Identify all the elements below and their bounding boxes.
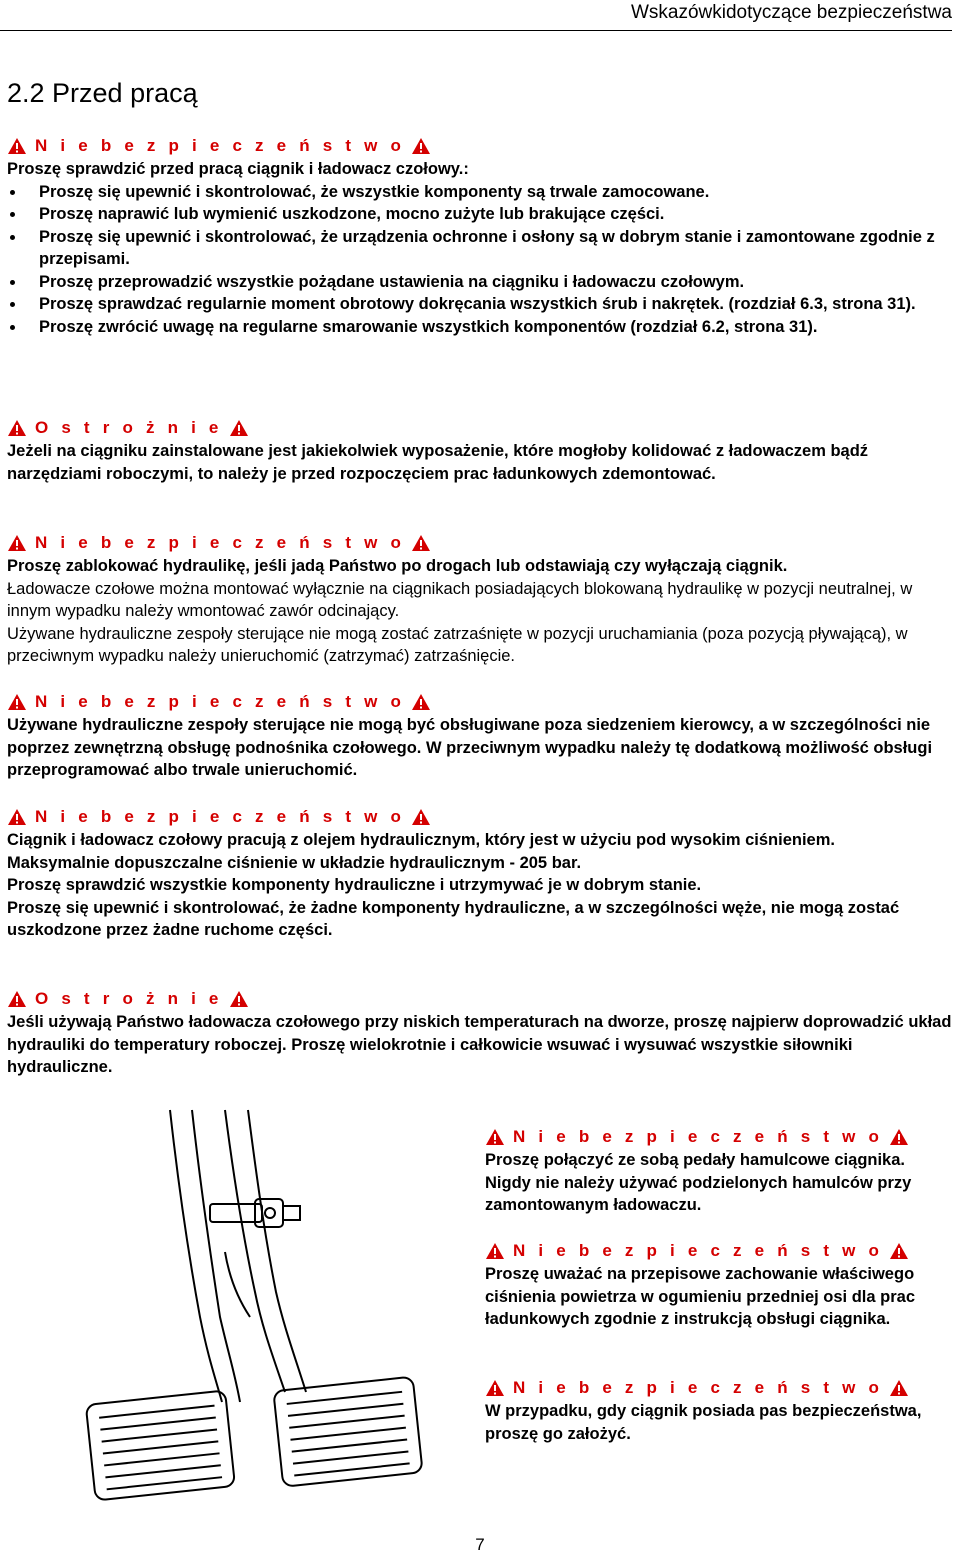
danger-text: Ciągnik i ładowacz czołowy pracują z olejem hydraulicznym, który jest w użyciu pod wysokim ciśnieniem.: [7, 831, 835, 849]
warning-triangle-icon: [411, 693, 431, 711]
caution-label: O s t r o ż n i e: [35, 417, 223, 437]
danger-text: Używane hydrauliczne zespoły sterujące nie mogą być obsługiwane poza siedzeniem kierowcy, a w szczególności nie poprzez zewnętrzną obsługę podnośnika czołowego. W przeciwnym wypadku należy tę dodatkową możliwość obsługi przeprogramować albo trwale unieruchomić.: [7, 716, 933, 779]
danger-text: Proszę się upewnić i skontrolować, że żadne komponenty hydrauliczne, a w szczególności węże, nie mogą zostać uszkodzone przez żadne ruchome części.: [7, 898, 900, 939]
warning-triangle-icon: [889, 1242, 909, 1260]
danger-label: N i e b e z p i e c z e ń s t w o: [35, 135, 406, 155]
caution-notice-equipment: [7, 416, 957, 485]
list-item: Proszę sprawdzać regularnie moment obrotowy dokręcania wszystkich śrub i nakrętek. (rozdział 6.3, strona 31).: [7, 293, 957, 316]
warning-triangle-icon: [411, 137, 431, 155]
danger-text: Ładowacze czołowe można montować wyłącznie na ciągnikach posiadających blokowaną hydraulikę w pozycji neutralnej, w innym wypadku należy wmontować zawór odcinający.: [7, 579, 913, 620]
danger-heading: [485, 1239, 945, 1263]
danger-text-bold: Proszę zablokować hydraulikę, jeśli jadą Państwo po drogach lub odstawiają czy wyłączają ciągnik.: [7, 557, 788, 575]
warning-triangle-icon: [7, 990, 27, 1008]
danger-heading: [7, 531, 957, 555]
warning-triangle-icon: [7, 137, 27, 155]
danger-notice-pre-check: [7, 134, 957, 338]
danger-text: Proszę sprawdzić wszystkie komponenty hydrauliczne i utrzymywać je w dobrym stanie.: [7, 876, 702, 894]
warning-triangle-icon: [7, 808, 27, 826]
warning-triangle-icon: [7, 419, 27, 437]
warning-triangle-icon: [229, 419, 249, 437]
list-item: Proszę się upewnić i skontrolować, że wszystkie komponenty są trwale zamocowane.: [7, 181, 957, 204]
intro-text: Proszę sprawdzić przed pracą ciągnik i ładowacz czołowy.:: [7, 160, 469, 178]
danger-label: N i e b e z p i e c z e ń s t w o: [513, 1240, 884, 1260]
warning-triangle-icon: [889, 1379, 909, 1397]
warning-triangle-icon: [411, 534, 431, 552]
warning-triangle-icon: [7, 534, 27, 552]
checklist: [7, 181, 957, 339]
danger-label: N i e b e z p i e c z e ń s t w o: [35, 532, 406, 552]
warning-triangle-icon: [889, 1128, 909, 1146]
danger-notice-tyre-pressure: [485, 1239, 945, 1331]
warning-triangle-icon: [485, 1242, 505, 1260]
danger-text: Maksymalnie dopuszczalne ciśnienie w układzie hydraulicznym - 205 bar.: [7, 853, 582, 872]
danger-text: W przypadku, gdy ciągnik posiada pas bezpieczeństwa, proszę go założyć.: [485, 1402, 922, 1443]
caution-heading: [7, 987, 957, 1011]
danger-text: Proszę uważać na przepisowe zachowanie właściwego ciśnienia powietrza w ogumieniu przedniej osi dla prac ładunkowych zgodnie z instrukcją obsługi ciągnika.: [485, 1265, 916, 1328]
danger-heading: [485, 1125, 945, 1149]
list-item: Proszę przeprowadzić wszystkie pożądane ustawienia na ciągniku i ładowaczu czołowym.: [7, 271, 957, 294]
danger-notice-hydraulics-lock: [7, 531, 957, 668]
brake-pedals-illustration: [50, 1102, 445, 1502]
list-item: Proszę naprawić lub wymienić uszkodzone, mocno zużyte lub brakujące części.: [7, 203, 957, 226]
danger-heading: [7, 805, 957, 829]
caution-text: Jeżeli na ciągniku zainstalowane jest jakiekolwiek wyposażenie, które mogłoby kolidować z ładowaczem bądź narzędziami roboczymi, to należy je przed rozpoczęciem prac ładunkowych zdemontować.: [7, 442, 869, 483]
list-item: Proszę zwrócić uwagę na regularne smarowanie wszystkich komponentów (rozdział 6.2, strona 31).: [7, 316, 957, 339]
danger-notice-hydraulic-oil: [7, 805, 957, 942]
danger-label: N i e b e z p i e c z e ń s t w o: [35, 691, 406, 711]
warning-triangle-icon: [485, 1379, 505, 1397]
warning-triangle-icon: [229, 990, 249, 1008]
danger-heading: [485, 1376, 945, 1400]
caution-heading: [7, 416, 957, 440]
danger-heading: [7, 690, 957, 714]
danger-label: N i e b e z p i e c z e ń s t w o: [513, 1377, 884, 1397]
danger-notice-control-units: [7, 690, 957, 782]
caution-notice-low-temperature: [7, 987, 957, 1079]
danger-label: N i e b e z p i e c z e ń s t w o: [513, 1126, 884, 1146]
warning-triangle-icon: [411, 808, 431, 826]
danger-notice-brake-pedals: [485, 1125, 945, 1217]
caution-label: O s t r o ż n i e: [35, 988, 223, 1008]
warning-triangle-icon: [485, 1128, 505, 1146]
warning-triangle-icon: [7, 693, 27, 711]
danger-notice-seat-belt: [485, 1376, 945, 1445]
section-title: 2.2 Przed pracą: [7, 78, 198, 108]
danger-heading: [7, 134, 957, 158]
header-divider: [0, 30, 952, 31]
danger-text: Używane hydrauliczne zespoły sterujące nie mogą zostać zatrzaśnięte w pozycji uruchamiania (poza pozycją pływającą), w przeciwnym wypadku należy unieruchomić (zatrzymać) zatrzaśnięcie.: [7, 624, 908, 665]
danger-text: Proszę połączyć ze sobą pedały hamulcowe ciągnika. Nigdy nie należy używać podzielonych hamulców przy zamontowanym ładowaczu.: [485, 1151, 912, 1214]
running-header: Wskazówkidotyczące bezpieczeństwa: [630, 2, 952, 23]
page-number: 7: [475, 1535, 485, 1554]
danger-label: N i e b e z p i e c z e ń s t w o: [35, 806, 406, 826]
list-item: Proszę się upewnić i skontrolować, że urządzenia ochronne i osłony są w dobrym stanie i zamontowane zgodnie z przepisami.: [7, 226, 957, 271]
caution-text: Jeśli używają Państwo ładowacza czołowego przy niskich temperaturach na dworze, proszę najpierw doprowadzić układ hydrauliki do temperatury roboczej. Proszę wielokrotnie i całkowicie wsuwać i wysuwać wszystkie siłowniki hydrauliczne.: [7, 1013, 952, 1076]
